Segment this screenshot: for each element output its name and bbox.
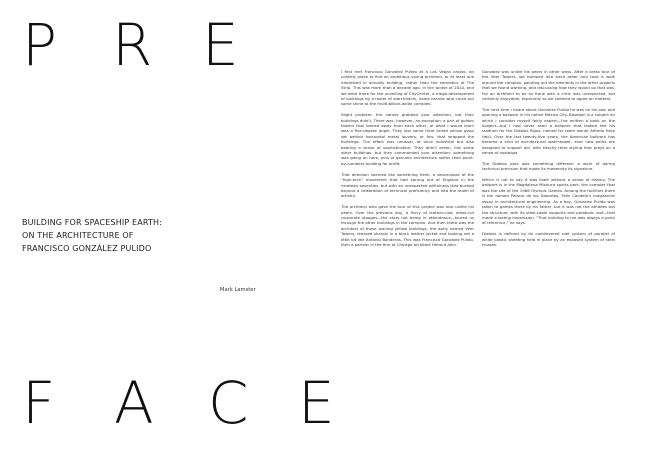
title-letter: P [22, 11, 57, 79]
body-paragraph: The architect who gave the tour of this project was also unlike his peers. Over the previous day, a flurry of leather-clad, dress-cut corporate stooges—the stars not being in attendance—toured us through the other buildings in the complex. And then there was the architect of those leaning yellow buildings, the aptly named Veer Towers, dressed sharply in a black leather jacket and looking not a little bit like Antonio Banderas. This was Francisco Gonzalez Pulido, then a partner in the firm of Chicago architect Helmut Jahn. [341, 204, 474, 247]
body-paragraph: I first met Francisco Gonzalez Pulido at a Las Vegas casino, an unlikely place to find an ambitious young architect, or at least one interested in actually building, rather than the semiotics of The Strip. This was more than a decade ago, in the winter of 2010, and we were there for the unveiling of CityCenter, a mega-development of buildings by a roster of starchitects, name brands who could put some shine to the multi-billion-dollar complex. [341, 69, 474, 107]
title-letter: A [114, 369, 154, 437]
subtitle-line: FRANCISCO GONZÁLEZ PULIDO [22, 244, 152, 253]
body-paragraph: Diablos is defined by its cantilevered roof system of parallel of white plastic sheeting held in place by an exposed system of steel trusses. [482, 231, 615, 247]
article-subtitle [22, 216, 322, 255]
body-column-right [482, 69, 615, 253]
title-letter: E [298, 369, 335, 437]
body-paragraph: Slight problem: the names grabbed your attention, but their buildings didn't. There was, however, an exception: a pair of golden towers that leaned away from each other, or what I would learn was a five-degree angle. They lost some front tinted yellow glass set behind horizontal metal louvers, or fins, that wrapped the buildings. The effect was unusual, at once industrial but also bearing a sense of sophistication. They didn't preen, like some other buildings, but they commanded your attention: something was going on here, acts of genuine architecture rather than point-by-numbers building for profit. [341, 112, 474, 166]
subtitle-line: ON THE ARCHITECTURE OF [22, 231, 134, 240]
title-letter: C [208, 369, 249, 437]
body-paragraph: That direction seemed like something fresh, a descendant of the "high-tech" movement that had sprung out of England in the nineteen-seventies, but with an unexpected willfulness that pushed beyond a celebration of technical proficiency and into the realm of artistry. [341, 171, 474, 199]
body-paragraph: Gonzalez was unlike his peers in other ways. After a press tour of the Veer Towers, we bumped into each other and took a walk around the complex, pointing out the elements in the other projects that we found wanting, and discussing how they would up that way. For an architect to be so frank with a critic was unexpected, but certainly enjoyable, especially as we seemed to agree on matters. [482, 69, 615, 102]
body-paragraph: The next time I heard about Gonzalez Pulido he was on his own and opening a ballpark in his native Mexico City. Baseball is a subject on which I consider myself fairly expert—I've written a book on the subject—but I had never seen a ballpark that looked like his stadium for the Diablos Rojos, named for team owner Alfredo Harp Helú. Over the last twenty-five years, the American ballpark has become a kind of architectural watchtower, ever new parks are designed to support old, with kitschy retro styling that preys on a sense of nostalgia. [482, 106, 615, 156]
title-letter: E [202, 11, 239, 79]
author-byline: Mark Lamster [220, 287, 256, 293]
title-letter: F [22, 369, 56, 437]
body-paragraph: The Diablos park was something different: a work of daring technical precision that made its modernity its signature. [482, 160, 615, 172]
body-column-left [341, 69, 474, 253]
body-paragraph: Which is not to say it was itself without a sense of history. The ballpark is in the Magdalena Mixhuca sports park, the complex that was the site of the 1968 Olympic Games. Among the facilities there is the domed Palacio de los Deportes, Felix Candela's magisterial essay in architectural engineering. As a boy, Gonzalez Pulido was taken to games there by his father, but it was not the athletes but the structure, with its steel-cable supports and parabolic roof—that made a lasting impression. "That building to me was always a point of reference," he says. [482, 177, 615, 226]
subtitle-line: BUILDING FOR SPACESHIP EARTH: [22, 218, 163, 227]
title-letter: R [112, 11, 153, 79]
